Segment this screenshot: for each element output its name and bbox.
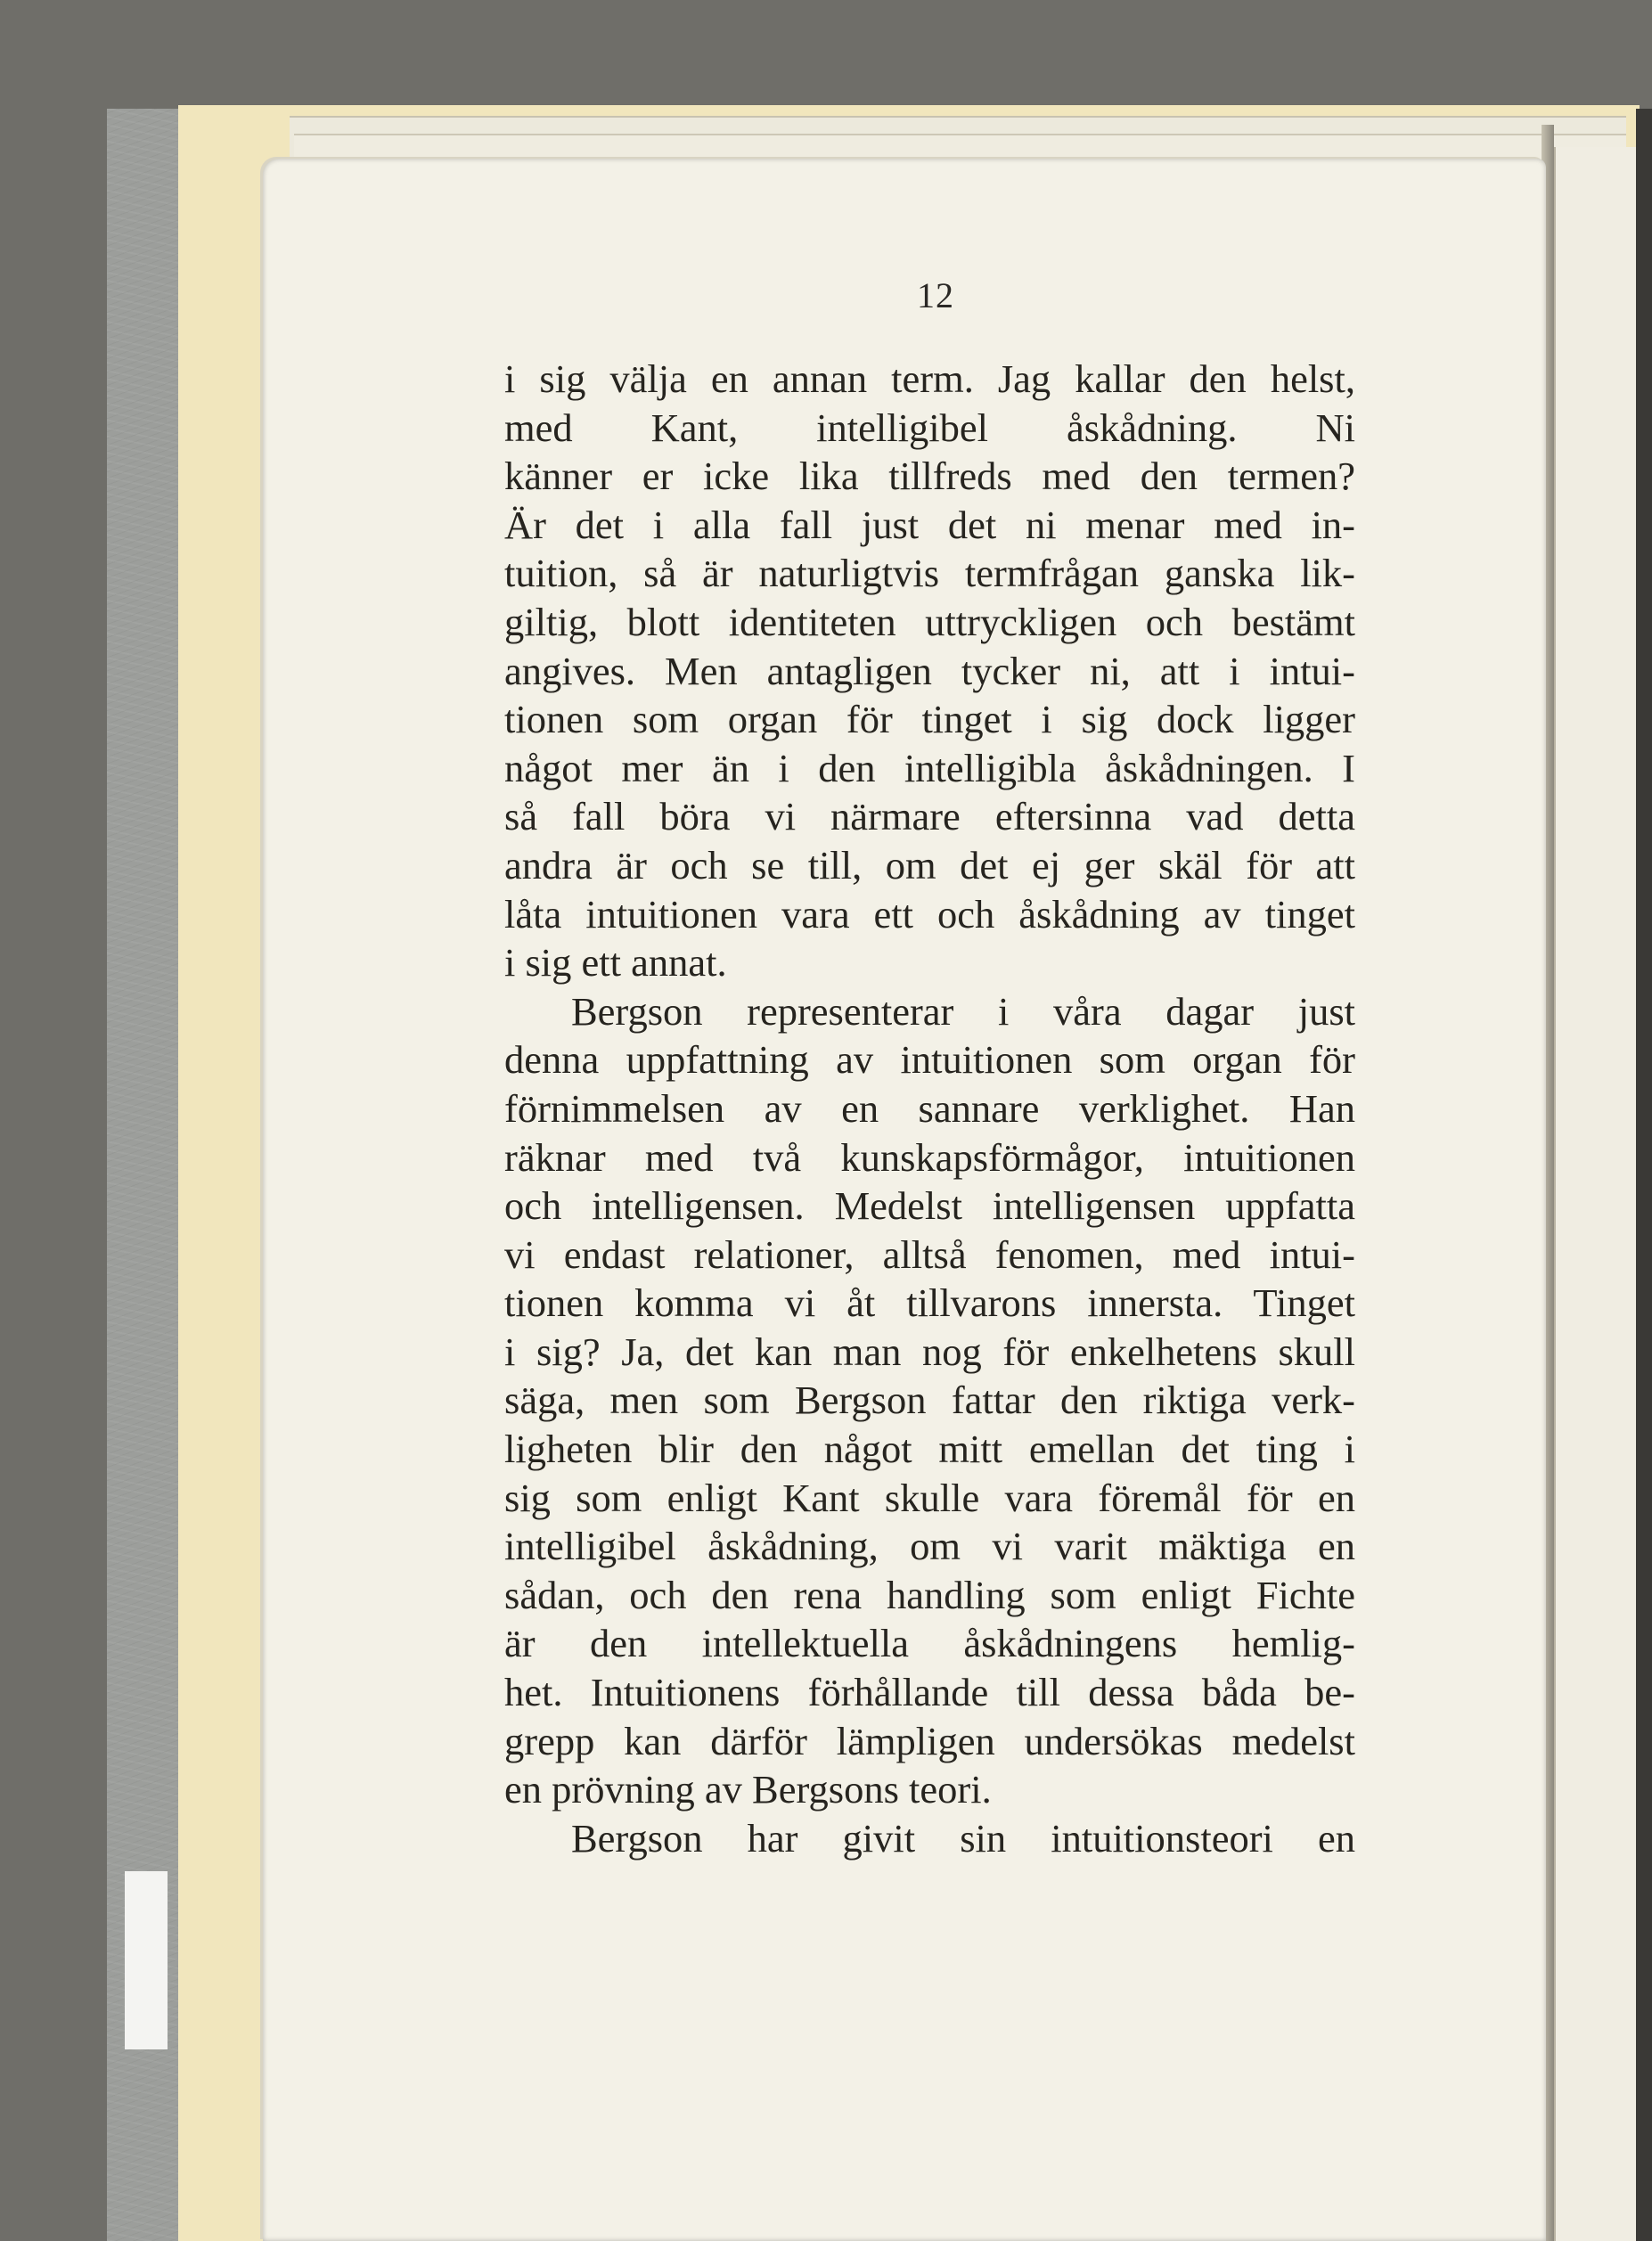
text-line: grepp kan därför lämpligen undersökas medelst <box>504 1718 1355 1763</box>
page-number: 12 <box>917 275 954 315</box>
right-facing-page-edge <box>1554 147 1638 2241</box>
text-line: så fall böra vi närmare eftersinna vad detta <box>504 794 1355 839</box>
text-line: andra är och se till, om det ej ger skäl för att <box>504 842 1355 887</box>
text-line: i sig? Ja, det kan man nog för enkelhetens skull <box>504 1329 1355 1374</box>
text-line: tuition, så är naturligtvis termfrågan ganska lik- <box>504 551 1355 596</box>
text-line: tionen som organ för tinget i sig dock ligger <box>504 697 1355 742</box>
text-line: med Kant, intelligibel åskådning. Ni <box>504 405 1355 450</box>
body-text <box>504 355 1355 1862</box>
text-line: är den intellektuella åskådningens hemlig- <box>504 1621 1355 1666</box>
text-line: och intelligensen. Medelst intelligensen uppfatta <box>504 1183 1355 1229</box>
text-line: angives. Men antagligen tycker ni, att i intui- <box>504 648 1355 693</box>
text-line: säga, men som Bergson fattar den riktiga verk- <box>504 1378 1355 1423</box>
text-line: något mer än i den intelligibla åskådningen. I <box>504 745 1355 790</box>
text-line: Är det i alla fall just det ni menar med in- <box>504 502 1355 547</box>
text-line: het. Intuitionens förhållande till dessa båda be- <box>504 1670 1355 1715</box>
text-line: sig som enligt Kant skulle vara föremål för en <box>504 1475 1355 1520</box>
text-line: giltig, blott identiteten uttryckligen och bestämt <box>504 599 1355 644</box>
text-line: en prövning av Bergsons teori. <box>504 1767 992 1812</box>
text-line: låta intuitionen vara ett och åskådning av tinget <box>504 891 1355 936</box>
text-line: känner er icke lika tillfreds med den termen? <box>504 454 1355 499</box>
text-line: denna uppfattning av intuitionen som organ för <box>504 1037 1355 1083</box>
text-line: i sig ett annat. <box>504 940 727 986</box>
text-line: Bergson representerar i våra dagar just <box>571 988 1355 1034</box>
text-line: i sig välja en annan term. Jag kallar den helst, <box>504 356 1355 401</box>
text-line: Bergson har givit sin intuitionsteori en <box>571 1815 1355 1861</box>
text-line: förnimmelsen av en sannare verklighet. Han <box>504 1085 1355 1131</box>
scan-edge <box>1636 109 1652 2241</box>
text-line: tionen komma vi åt tillvarons innersta. Tinget <box>504 1280 1355 1326</box>
text-line: intelligibel åskådning, om vi varit mäktiga en <box>504 1524 1355 1569</box>
text-line: ligheten blir den något mitt emellan det ting i <box>504 1427 1355 1472</box>
white-label-strip <box>125 1871 168 2049</box>
text-line: sådan, och den rena handling som enligt Fichte <box>504 1572 1355 1617</box>
text-line: vi endast relationer, alltså fenomen, med intui- <box>504 1231 1355 1277</box>
text-line: räknar med två kunskapsförmågor, intuitionen <box>504 1134 1355 1180</box>
